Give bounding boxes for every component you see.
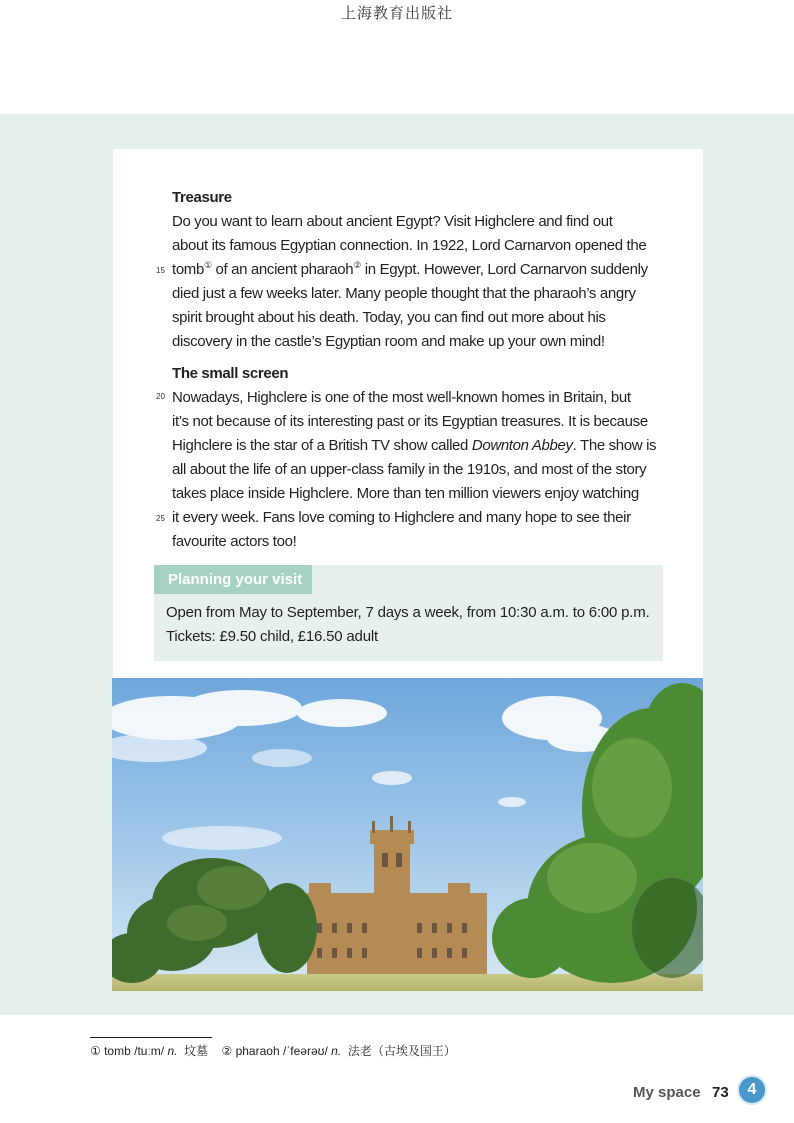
ticket-prices: Tickets: £9.50 child, £16.50 adult [166,628,378,645]
page-number: 73 [712,1084,729,1101]
unit-badge: 4 [739,1077,765,1103]
line-number: 25 [156,514,165,523]
planning-title: Planning your visit [154,565,312,594]
text-line: about its famous Egyptian connection. In 1922, Lord Carnarvon opened the [172,237,647,254]
text-segment: . The show is [572,437,657,454]
footnote-pos-2: n. [331,1044,342,1058]
text-line: discovery in the castle’s Egyptian room and make up your own mind! [172,333,605,350]
text-line [172,434,672,458]
text-segment: in Egypt. However, Lord Carnarvon suddenly [360,261,648,278]
line-number: 15 [156,266,165,275]
text-line: it every week. Fans love coming to Highclere and many hope to see their [172,509,631,526]
text-line: died just a few weeks later. Many people thought that the pharaoh’s angry [172,285,636,302]
publisher-header: 上海教育出版社 [340,4,453,22]
footnotes [90,1042,456,1059]
text-line: it’s not because of its interesting past or its Egyptian treasures. It is because [172,413,648,430]
text-segment: of an ancient pharaoh [215,261,354,278]
text-line [172,258,672,282]
small-screen-heading: The small screen [172,365,289,382]
text-segment: Highclere is the star of a British TV show called [172,437,472,454]
footnote-word-1: tomb /tuːm/ [100,1044,168,1058]
show-title: Downton Abbey [471,437,573,454]
text-line: Do you want to learn about ancient Egypt? Visit Highclere and find out [172,213,613,230]
footnote-gloss-2: 法老（古埃及国王） [341,1044,456,1058]
opening-hours: Open from May to September, 7 days a week, from 10:30 a.m. to 6:00 p.m. [166,604,650,621]
footnote-gloss-1: 坟墓 [177,1044,222,1058]
text-line: takes place inside Highclere. More than ten million viewers enjoy watching [172,485,639,502]
footnote-rule [90,1037,212,1038]
footnote-ref-1: ① [203,260,212,270]
line-number: 20 [156,392,165,401]
footnote-mark-1: ① [90,1044,101,1058]
footnote-ref-2: ② [353,260,361,270]
footnote-mark-2: ② [221,1044,233,1058]
text-line: spirit brought about his death. Today, you can find out more about his [172,309,606,326]
text-line: favourite actors too! [172,533,297,550]
footnote-pos-1: n. [167,1044,178,1058]
text-line: all about the life of an upper-class family in the 1910s, and most of the story [172,461,647,478]
castle-photo [112,678,703,991]
section-name: My space [633,1084,701,1101]
text-line: Nowadays, Highclere is one of the most well-known homes in Britain, but [172,389,631,406]
footnote-word-2: pharaoh /ˈfeərəʊ/ [232,1044,332,1058]
treasure-heading: Treasure [172,189,232,206]
tomb-word: tomb [172,261,204,278]
